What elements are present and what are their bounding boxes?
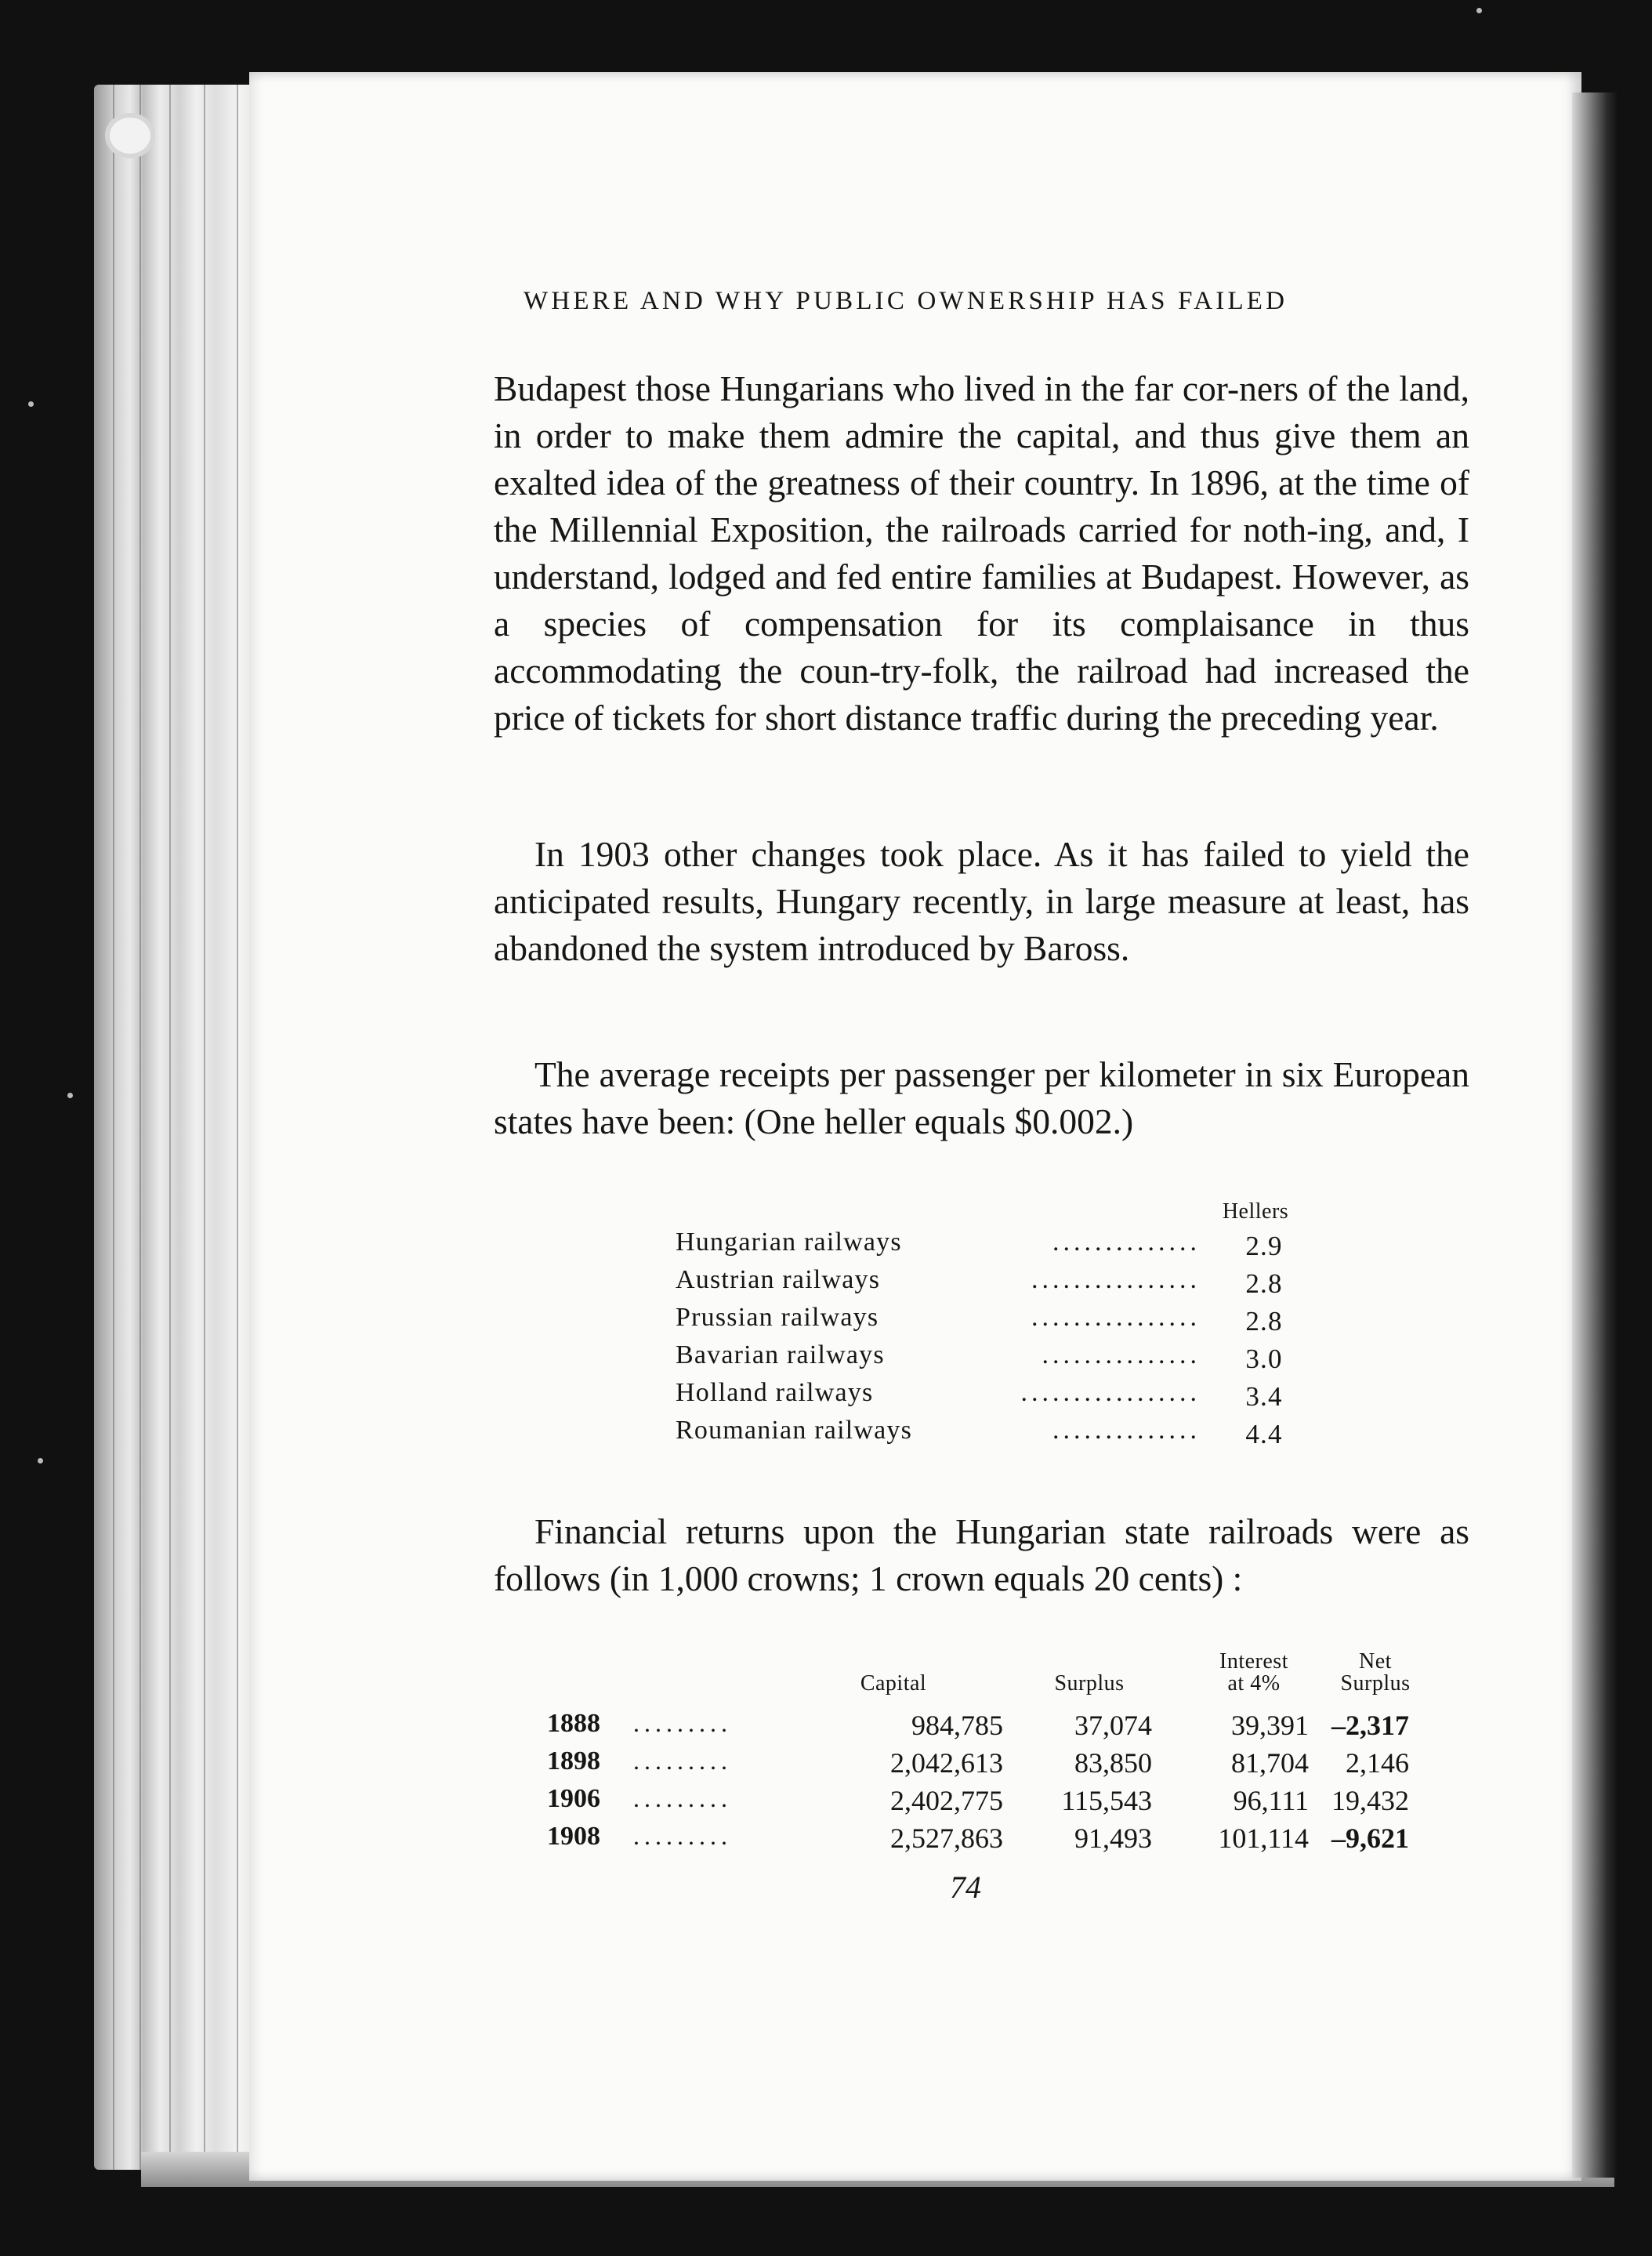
heller-value: 4.4 bbox=[1245, 1419, 1283, 1449]
paragraph-3 bbox=[494, 1051, 1469, 1145]
paragraph-3-text: The average receipts per passenger per kilometer in six European states have been: (One heller equals $0.002.) bbox=[494, 1054, 1469, 1141]
leader-dots: ......... bbox=[633, 1746, 732, 1775]
heller-value: 2.8 bbox=[1245, 1268, 1283, 1299]
railway-label: Holland railways bbox=[676, 1378, 874, 1407]
paragraph-4-text: Financial returns upon the Hungarian state railroads were as follows (in 1,000 crowns; 1 crown equals 20 cents) : bbox=[494, 1511, 1469, 1598]
interest-cell: 81,704 bbox=[1231, 1747, 1309, 1779]
leader-dots: ................ bbox=[1031, 1303, 1201, 1332]
page-number: 74 bbox=[950, 1870, 981, 1905]
net-surplus-cell: 19,432 bbox=[1331, 1785, 1409, 1816]
column-header-surplus: Surplus bbox=[1054, 1671, 1125, 1696]
paragraph-4 bbox=[494, 1508, 1469, 1602]
heller-value: 3.0 bbox=[1245, 1344, 1283, 1374]
heller-value: 2.8 bbox=[1245, 1306, 1283, 1337]
surplus-cell: 83,850 bbox=[1074, 1747, 1152, 1779]
capital-cell: 2,042,613 bbox=[890, 1747, 1003, 1779]
table-row bbox=[541, 1709, 1434, 1746]
column-header-interest-line2: at 4% bbox=[1227, 1671, 1281, 1696]
capital-cell: 984,785 bbox=[911, 1710, 1003, 1741]
column-header-net-surplus bbox=[1324, 1651, 1426, 1695]
capital-cell: 2,527,863 bbox=[890, 1823, 1003, 1854]
leader-dots: .............. bbox=[1052, 1228, 1201, 1257]
net-surplus-cell: 2,146 bbox=[1346, 1747, 1409, 1779]
paragraph-1-text: Budapest those Hungarians who lived in the far cor-ners of the land, in order to make them admire the capital, and thus give them an exalted idea of the greatness of their country. In 1896, at the time of the Millennial Exposition, the railroads carried for noth-ing, and, I understand, lodged and fed entire families at Budapest. However, as a species of compensation for its complaisance in thus accommodating the coun-try-folk, the railroad had increased the price of tickets for short distance traffic during the preceding year. bbox=[494, 368, 1469, 738]
running-head: WHERE AND WHY PUBLIC OWNERSHIP HAS FAILED bbox=[523, 287, 1288, 315]
year-cell: 1906 bbox=[547, 1784, 600, 1813]
column-header-interest-line1: Interest bbox=[1219, 1649, 1288, 1674]
interest-cell: 96,111 bbox=[1233, 1785, 1309, 1816]
railway-label: Roumanian railways bbox=[676, 1416, 913, 1445]
railway-label: Austrian railways bbox=[676, 1265, 881, 1294]
railway-label: Prussian railways bbox=[676, 1303, 879, 1332]
net-surplus-cell: –2,317 bbox=[1331, 1710, 1409, 1741]
railway-label: Hungarian railways bbox=[676, 1228, 902, 1257]
surplus-cell: 91,493 bbox=[1074, 1823, 1152, 1854]
table-row bbox=[541, 1784, 1434, 1822]
table-row bbox=[541, 1746, 1434, 1784]
table-row bbox=[676, 1378, 1302, 1416]
leader-dots: ......... bbox=[633, 1822, 732, 1850]
leader-dots: .............. bbox=[1052, 1416, 1201, 1445]
heller-value: 3.4 bbox=[1245, 1381, 1283, 1412]
capital-cell: 2,402,775 bbox=[890, 1785, 1003, 1816]
table-row bbox=[676, 1416, 1302, 1453]
paragraph-2-text: In 1903 other changes took place. As it has failed to yield the anticipated results, Hungary recently, in large measure at least, has abandoned the system introduced by Baross. bbox=[494, 834, 1469, 968]
surplus-cell: 115,543 bbox=[1061, 1785, 1152, 1816]
railway-label: Bavarian railways bbox=[676, 1340, 885, 1369]
heller-unit-header: Hellers bbox=[1222, 1199, 1289, 1224]
heller-value: 2.9 bbox=[1245, 1231, 1283, 1261]
leader-dots: ......... bbox=[633, 1709, 732, 1737]
year-cell: 1888 bbox=[547, 1709, 600, 1738]
column-header-net-line2: Surplus bbox=[1340, 1671, 1411, 1696]
column-header-net-line1: Net bbox=[1359, 1649, 1392, 1674]
column-header-interest bbox=[1176, 1651, 1332, 1695]
net-surplus-cell: –9,621 bbox=[1331, 1823, 1409, 1854]
table-row bbox=[676, 1303, 1302, 1340]
paragraph-2 bbox=[494, 831, 1469, 972]
year-cell: 1908 bbox=[547, 1822, 600, 1851]
interest-cell: 39,391 bbox=[1231, 1710, 1309, 1741]
interest-cell: 101,114 bbox=[1218, 1823, 1309, 1854]
year-cell: 1898 bbox=[547, 1746, 600, 1775]
paragraph-1 bbox=[494, 365, 1469, 742]
leader-dots: ......... bbox=[633, 1784, 732, 1812]
table-row bbox=[676, 1228, 1302, 1265]
surplus-cell: 37,074 bbox=[1074, 1710, 1152, 1741]
table-row bbox=[676, 1340, 1302, 1378]
table-row bbox=[676, 1265, 1302, 1303]
leader-dots: ................ bbox=[1031, 1265, 1201, 1294]
leader-dots: ............... bbox=[1042, 1340, 1201, 1369]
column-header-capital: Capital bbox=[860, 1671, 927, 1696]
table-row bbox=[541, 1822, 1434, 1859]
leader-dots: ................. bbox=[1020, 1378, 1201, 1407]
